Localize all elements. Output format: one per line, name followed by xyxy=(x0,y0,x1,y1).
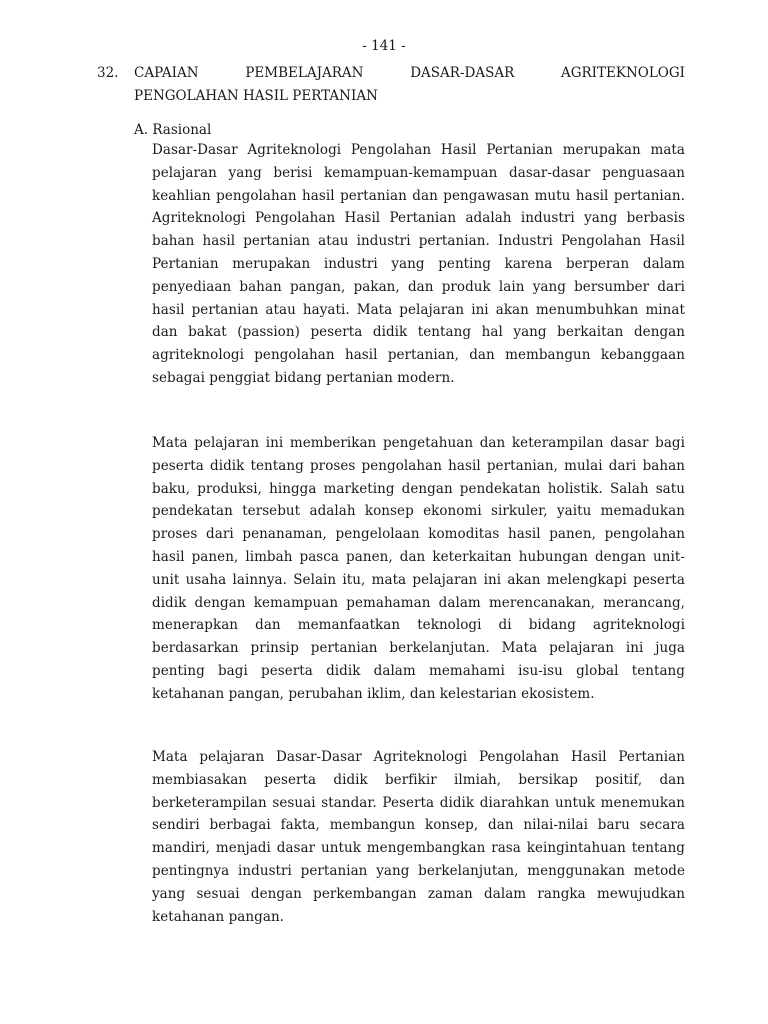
section-title-line-2: PENGOLAHAN HASIL PERTANIAN xyxy=(134,88,378,104)
paragraph-rasional-1: Dasar-Dasar Agriteknologi Pengolahan Hasil Pertanian merupakan mata pelajaran yang berisi kemampuan-kemampuan dasar-dasar penguasaan keahlian pengolahan hasil pertanian dan pengawasan mutu hasil pertanian. Agriteknologi Pengolahan Hasil Pertanian adalah industri yang berbasis bahan hasil pertanian atau industri pertanian. Industri Pengolahan Hasil Pertanian merupakan industri yang penting karena berperan dalam penyediaan bahan pangan, pakan, dan produk lain yang bersumber dari hasil pertanian atau hayati. Mata pelajaran ini akan menumbuhkan minat dan bakat (passion) peserta didik tentang hal yang berkaitan dengan agriteknologi pengolahan hasil pertanian, dan membangun kebanggaan sebagai penggiat bidang pertanian modern. xyxy=(152,142,685,386)
paragraph-rasional-3: Mata pelajaran Dasar-Dasar Agriteknologi Pengolahan Hasil Pertanian membiasakan peserta didik berfikir ilmiah, bersikap positif, dan berketerampilan sesuai standar. Peserta didik diarahkan untuk menemukan sendiri berbagai fakta, membangun konsep, dan nilai-nilai baru secara mandiri, menjadi dasar untuk mengembangkan rasa keingintahuan tentang pentingnya industri pertanian yang berkelanjutan, menggunakan metode yang sesuai dengan perkembangan zaman dalam rangka mewujudkan ketahanan pangan. xyxy=(152,749,685,925)
page-number: - 141 - xyxy=(362,38,406,54)
subsection-heading: A. Rasional xyxy=(134,122,212,138)
section-title-line-1: CAPAIAN PEMBELAJARAN DASAR-DASAR AGRITEKNOLOGI xyxy=(134,65,685,81)
paragraph-rasional-2: Mata pelajaran ini memberikan pengetahuan dan keterampilan dasar bagi peserta didik tentang proses pengolahan hasil pertanian, mulai dari bahan baku, produksi, hingga marketing dengan pendekatan holistik. Salah satu pendekatan tersebut adalah konsep ekonomi sirkuler, yaitu memadukan proses dari penanaman, pengelolaan komoditas hasil panen, pengolahan hasil panen, limbah pasca panen, dan keterkaitan hubungan dengan unit- unit usaha lainnya. Selain itu, mata pelajaran ini akan melengkapi peserta didik dengan kemampuan pemahaman dalam merencanakan, merancang, menerapkan dan memanfaatkan teknologi di bidang agriteknologi berdasarkan prinsip pertanian berkelanjutan. Mata pelajaran ini juga penting bagi peserta didik dalam memahami isu-isu global tentang ketahanan pangan, perubahan iklim, dan kelestarian ekosistem. xyxy=(152,435,685,702)
section-title xyxy=(134,62,685,108)
section-number: 32. xyxy=(97,65,119,81)
